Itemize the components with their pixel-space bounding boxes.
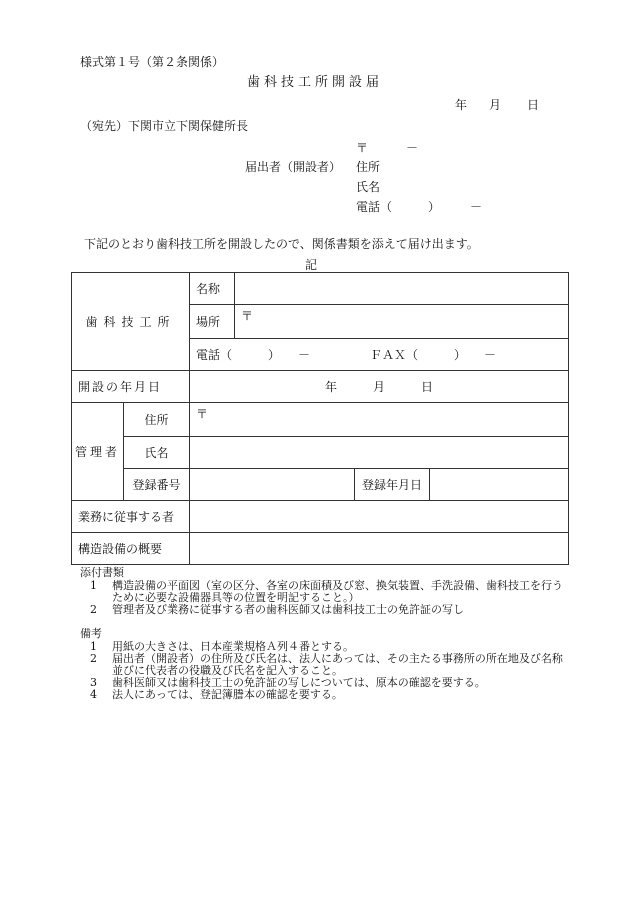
item-number: 3 bbox=[90, 676, 97, 689]
open-date-field[interactable]: 年 月 日 bbox=[190, 371, 569, 403]
date-year-label: 年 bbox=[455, 98, 468, 112]
list-item-continuation: 並びに代表者の役職及び氏名を記入すること。 bbox=[112, 664, 343, 677]
addressee: （宛先）下関市立下関保健所長 bbox=[80, 119, 249, 133]
item-number: 2 bbox=[90, 603, 97, 616]
list-item bbox=[80, 604, 563, 616]
manager-name-field[interactable] bbox=[190, 437, 569, 469]
table-row bbox=[72, 533, 569, 565]
item-number: 2 bbox=[90, 652, 97, 665]
lab-phone-fax-field[interactable]: 電話（ ） － ＦＡＸ（ ） － bbox=[190, 339, 569, 371]
list-item-continuation: ために必要な設備器具等の位置を明記すること。） bbox=[112, 591, 360, 604]
ki-label: 記 bbox=[305, 258, 318, 272]
date-month-label: 月 bbox=[489, 98, 502, 112]
reg-number-field[interactable] bbox=[190, 469, 355, 501]
applicant-address-label: 住所 bbox=[356, 160, 381, 174]
table-row bbox=[72, 469, 569, 501]
list-item bbox=[80, 689, 563, 701]
notes-section bbox=[80, 567, 563, 701]
facility-heading: 構造設備の概要 bbox=[72, 533, 190, 565]
item-number: 1 bbox=[90, 579, 97, 592]
manager-heading: 管理者 bbox=[72, 403, 124, 501]
item-text: 構造設備の平面図（室の区分、各室の床面積及び窓、換気装置、手洗設備、歯科技工を行う bbox=[112, 579, 563, 592]
open-date-heading: 開設の年月日 bbox=[72, 371, 190, 403]
item-text: 管理者及び業務に従事する者の歯科医師又は歯科技工士の免許証の写し bbox=[112, 603, 464, 616]
lab-name-label: 名称 bbox=[190, 273, 235, 305]
date-line bbox=[455, 98, 539, 112]
item-text: 法人にあっては、登記簿謄本の確認を要する。 bbox=[112, 688, 343, 701]
reg-date-label: 登録年月日 bbox=[355, 469, 430, 501]
reg-date-field[interactable] bbox=[430, 469, 569, 501]
postal-mark: 〒 bbox=[356, 141, 369, 155]
lab-place-label: 場所 bbox=[190, 305, 235, 339]
applicant-postal-line bbox=[356, 141, 418, 155]
table-row bbox=[72, 403, 569, 437]
manager-name-label: 氏名 bbox=[124, 437, 190, 469]
lab-name-field[interactable] bbox=[235, 273, 569, 305]
date-day-label: 日 bbox=[527, 98, 540, 112]
lab-place-field[interactable] bbox=[235, 305, 569, 339]
postal-mark: 〒 bbox=[196, 407, 209, 421]
manager-address-label: 住所 bbox=[124, 403, 190, 437]
workers-field[interactable] bbox=[190, 501, 569, 533]
reg-number-label: 登録番号 bbox=[124, 469, 190, 501]
table-row bbox=[72, 273, 569, 305]
facility-field[interactable] bbox=[190, 533, 569, 565]
applicant-phone-label: 電話（ ） － bbox=[356, 200, 483, 214]
table-row bbox=[72, 501, 569, 533]
item-text: 歯科医師又は歯科技工士の免許証の写しについては、原本の確認を要する。 bbox=[112, 676, 486, 689]
item-number: 4 bbox=[90, 688, 97, 701]
table-row bbox=[72, 437, 569, 469]
item-text: 届出者（開設者）の住所及び氏名は、法人にあっては、その主たる事務所の所在地及び名称 bbox=[112, 652, 563, 665]
workers-heading: 業務に従事する者 bbox=[72, 501, 190, 533]
item-number: 1 bbox=[90, 640, 97, 653]
table-row bbox=[72, 371, 569, 403]
postal-dash: － bbox=[406, 141, 419, 155]
lab-heading: 歯科技工所 bbox=[72, 273, 190, 371]
form-number: 様式第１号（第２条関係） bbox=[80, 55, 225, 69]
remarks-heading: 備考 bbox=[80, 627, 102, 640]
manager-address-field[interactable] bbox=[190, 403, 569, 437]
item-text: 用紙の大きさは、日本産業規格Ａ列４番とする。 bbox=[112, 640, 354, 653]
applicant-name-label: 氏名 bbox=[356, 180, 381, 194]
page-title: 歯科技工所開設届 bbox=[246, 75, 383, 90]
applicant-label: 届出者（開設者） bbox=[245, 160, 342, 174]
intro-text: 下記のとおり歯科技工所を開設したので、関係書類を添えて届け出ます。 bbox=[84, 237, 479, 251]
attachments-heading: 添付書類 bbox=[80, 566, 124, 579]
registration-table bbox=[71, 272, 569, 565]
postal-mark: 〒 bbox=[241, 309, 254, 323]
